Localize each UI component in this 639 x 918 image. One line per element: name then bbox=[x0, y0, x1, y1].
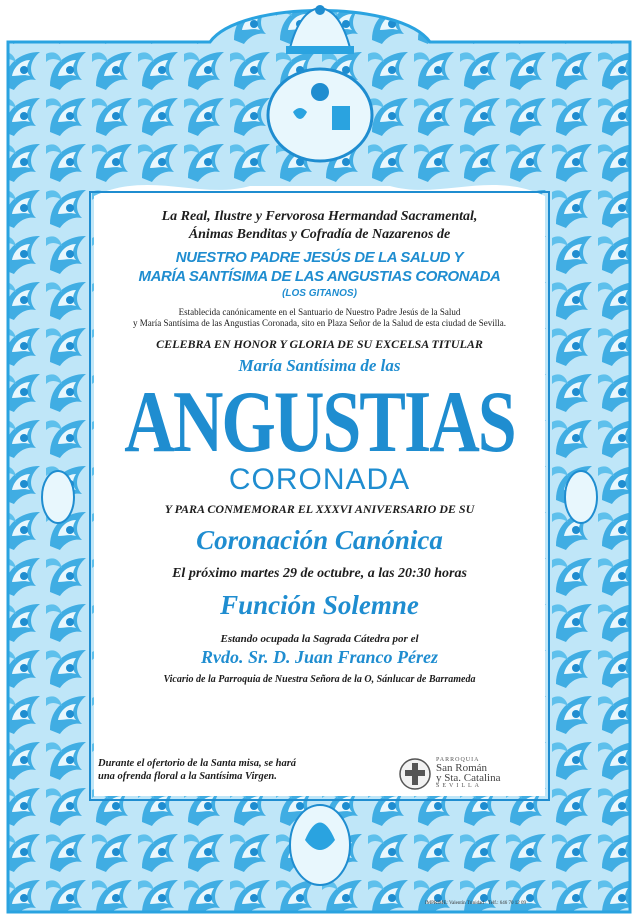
event-name: Función Solemne bbox=[220, 590, 419, 620]
coronacion-title: Coronación Canónica bbox=[196, 525, 443, 555]
anniversary-line: Y PARA CONMEMORAR EL XXXVI ANIVERSARIO DE SU bbox=[164, 502, 475, 516]
established-note bbox=[96, 307, 543, 329]
parish-name-1: San Román bbox=[436, 762, 488, 774]
offering-note bbox=[98, 757, 378, 783]
event-date: El próximo martes 29 de octubre, a las 20:30 horas bbox=[172, 566, 467, 581]
established-line-1: Establecida canónicamente en el Santuario de Nuestro Padre Jesús de la Salud bbox=[178, 307, 461, 317]
title-line-1: NUESTRO PADRE JESÚS DE LA SALUD Y bbox=[175, 249, 464, 266]
title-line-2: MARÍA SANTÍSIMA DE LAS ANGUSTIAS CORONADA bbox=[138, 268, 501, 285]
offering-line-2: una ofrenda floral a la Santísima Virgen. bbox=[98, 771, 277, 782]
preacher-name: Rvdo. Sr. D. Juan Franco Pérez bbox=[200, 647, 439, 667]
parish-label: PARROQUIA bbox=[436, 757, 480, 763]
nickname: (LOS GITANOS) bbox=[282, 288, 357, 299]
preacher-role: Vicario de la Parroquia de Nuestra Señora de la O, Sánlucar de Barrameda bbox=[163, 674, 476, 685]
offering-line-1: Durante el ofertorio de la Santa misa, se hará bbox=[98, 758, 297, 769]
parish-city: SEVILLA bbox=[436, 783, 482, 789]
parish-name-2: y Sta. Catalina bbox=[436, 772, 501, 784]
coronada-title: CORONADA bbox=[228, 463, 411, 496]
poster-text bbox=[96, 200, 543, 685]
maria-line: María Santísima de las bbox=[238, 356, 401, 375]
intro-line-2: Ánimas Benditas y Cofradía de Nazarenos de bbox=[188, 227, 451, 242]
angustias-title: ANGUSTIAS bbox=[124, 374, 515, 471]
celebra-line: CELEBRA EN HONOR Y GLORIA DE SU EXCELSA TITULAR bbox=[156, 337, 483, 351]
intro-line-1: La Real, Ilustre y Fervorosa Hermandad Sacramental, bbox=[161, 209, 478, 224]
imprint: IMPRIME: Valentín Trinidad · Telf.: 646 70 12 09 bbox=[425, 901, 526, 906]
brotherhood-title bbox=[96, 248, 543, 286]
established-line-2: y María Santísima de las Angustias Coronada, sito en Plaza Señor de la Salud de esta ciudad de Sevilla. bbox=[133, 318, 506, 328]
parish-cross-icon bbox=[398, 757, 432, 791]
parish-text bbox=[436, 757, 500, 789]
intro bbox=[96, 208, 543, 244]
parish-logo bbox=[398, 757, 533, 793]
preacher-intro: Estando ocupada la Sagrada Cátedra por el bbox=[220, 633, 419, 645]
